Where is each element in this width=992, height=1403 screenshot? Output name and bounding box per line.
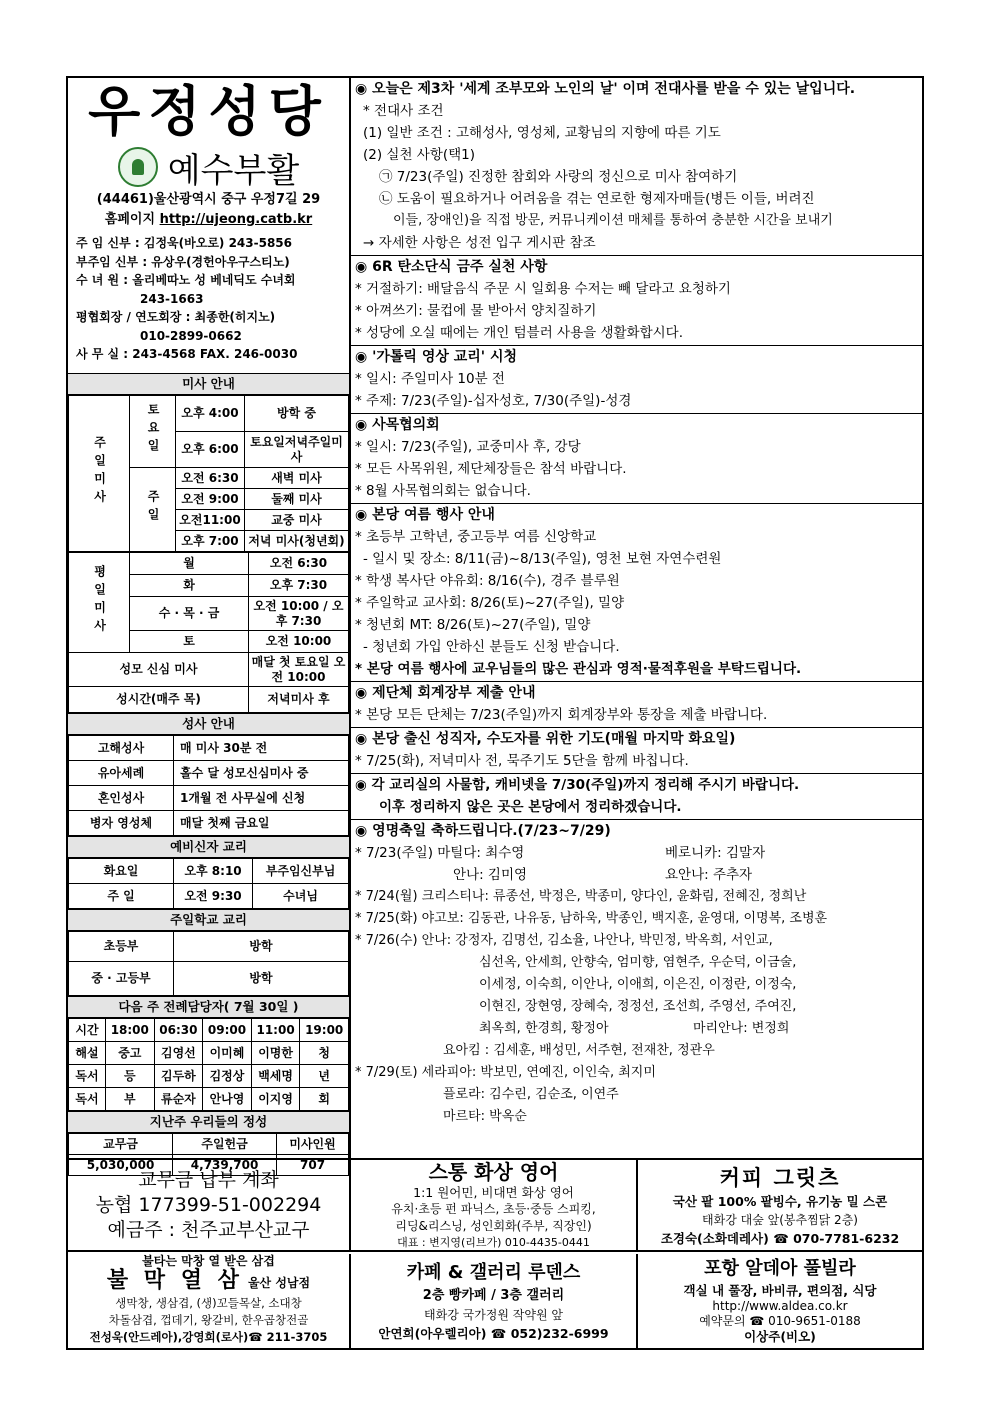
sacraments-title: 성사 안내 (68, 713, 349, 735)
notice-heading: ◉ 사목협의회 (355, 417, 440, 433)
notice-line: * 일시: 7/23(주일), 교중미사 후, 강당 (355, 439, 581, 455)
notice-line: * 전대사 조건 (363, 103, 444, 119)
motto: 예수부활 (167, 150, 300, 191)
homepage-link[interactable]: http://ujeong.catb.kr (159, 212, 313, 227)
ad-payment (68, 1160, 351, 1252)
ad-coffee (638, 1160, 922, 1252)
mass-time: 오전11:00 (176, 510, 245, 531)
weekday-day: 화 (130, 575, 249, 597)
ad-line: 불타는 막창 열 받은 삼겹 (142, 1254, 275, 1268)
servers-cell: 백세명 (251, 1065, 300, 1088)
notice-line: 이들, 장애인)을 직접 방문, 커뮤니케이션 매체를 통하여 충분한 시간을 보내기 (393, 213, 833, 228)
ad-title: 포항 알데아 풀빌라 (704, 1258, 856, 1279)
class-day: 주 일 (69, 884, 174, 909)
feast-line: * 7/26(수) 안나: 강정자, 김명선, 김소율, 나안나, 박민정, 박옥희, 서인교, (355, 933, 773, 948)
sacrament-name: 혼인성사 (69, 786, 174, 811)
feast-line: 이세정, 이숙희, 이안나, 이애희, 이은진, 이정란, 이정숙, (479, 977, 797, 992)
weekday-mass-label: 평일미사 (92, 564, 107, 637)
ad-line: 태화강 대숲 앞(봉추찜닭 2층) (702, 1213, 858, 1227)
weekday-day: 토 (130, 631, 249, 653)
notice-line: → 자세한 사항은 성전 입구 게시판 참조 (363, 235, 596, 251)
weekday-table (68, 552, 349, 713)
servers-cell: 김정상 (203, 1065, 252, 1088)
staff-line: 부주임 신부 : 유상우(경헌아우구스티노) (76, 254, 290, 269)
notice-carbon (351, 256, 922, 346)
school-grade: 초등부 (69, 932, 174, 962)
mass-name: 교중 미사 (245, 510, 349, 531)
notice-line: (2) 실천 사항(택1) (363, 147, 476, 163)
staff-line: 010-2899-0662 (140, 328, 242, 343)
notice-line: * 초등부 고학년, 중고등부 여름 신앙학교 (355, 529, 597, 545)
ad-line: 안연희(아우렐리아) ☎ 052)232-6999 (378, 1326, 609, 1341)
servers-cell: 독서 (69, 1088, 106, 1111)
ad-line: 유치·초등 펀 파닉스, 초등·중등 스피킹, (391, 1202, 596, 1216)
notice-line: * 아껴쓰기: 물컵에 물 받아서 양치질하기 (355, 303, 597, 319)
servers-cell: 독서 (69, 1065, 106, 1088)
notice-heading: ◉ '가톨릭 영상 교리' 시청 (355, 349, 517, 365)
sacrament-name: 유아세례 (69, 761, 174, 786)
sacrament-name: 고해성사 (69, 736, 174, 761)
weekday-day: 월 (130, 553, 249, 575)
mass-title: 미사 안내 (68, 374, 349, 395)
ad-title: 스통 화상 영어 (428, 1160, 559, 1184)
ad-line: 예약문의 ☎ 010-9651-0188 (699, 1314, 861, 1328)
notice-line: * 거절하기: 배달음식 주문 시 일회용 수저는 빼 달라고 요청하기 (355, 281, 731, 297)
staff-line: 평협회장 / 연도회장 : 최종한(히지노) (76, 310, 276, 324)
notice-line: ㉡ 도움이 필요하거나 어려움을 겪는 연로한 형제자매들(병든 이들, 버려진 (379, 191, 815, 207)
notice-line: - 청년회 가입 안하신 분들도 신청 받습니다. (363, 639, 620, 655)
adoration-time: 저녁미사 후 (249, 687, 349, 713)
mass-time: 오전 6:30 (176, 468, 245, 489)
notice-line: ㉠ 7/23(주일) 진정한 참회와 사랑의 정신으로 미사 참여하기 (379, 169, 738, 185)
notice-line: * 일시: 주일미사 10분 전 (355, 371, 505, 387)
notice-line: * 주제: 7/23(주일)-십자성호, 7/30(주일)-성경 (355, 393, 632, 409)
weekday-time: 오전 6:30 (249, 553, 349, 575)
weekday-time: 오전 10:00 (249, 631, 349, 653)
feast-line: 베로니카: 김말자 (665, 845, 766, 861)
ad-cafe (351, 1254, 638, 1350)
offering-title: 지난주 우리들의 정성 (68, 1111, 349, 1133)
weekday-time: 오후 7:30 (249, 575, 349, 597)
notice-cleanup (351, 774, 922, 820)
servers-head-cell: 09:00 (203, 1019, 252, 1042)
staff-line: 주 임 신부 : 김정욱(바오로) 243-5856 (76, 236, 293, 250)
class-teacher: 수녀님 (253, 884, 349, 909)
servers-cell: 이미혜 (203, 1042, 252, 1065)
class-time: 오후 8:10 (174, 859, 253, 884)
feast-line: 마르타: 박옥순 (443, 1109, 527, 1124)
notice-line: * 7/25(화), 저녁미사 전, 묵주기도 5단을 함께 바칩니다. (355, 753, 689, 769)
servers-table (68, 1018, 349, 1111)
ad-line: 2층 빵카페 / 3층 갤러리 (422, 1288, 565, 1303)
servers-cell: 이지영 (251, 1088, 300, 1111)
feast-line: 요아킴 : 김세훈, 배성민, 서주현, 전재찬, 정관우 (443, 1043, 715, 1058)
school-grade: 중 · 고등부 (69, 962, 174, 996)
class-teacher: 부주임신부님 (253, 859, 349, 884)
offering-head: 미사인원 (277, 1134, 349, 1155)
feast-line: 이현진, 장현영, 장혜숙, 정정선, 조선희, 주영선, 주여진, (479, 999, 797, 1014)
mary-mass-time: 매달 첫 토요일 오전 10:00 (249, 653, 349, 687)
servers-cell: 안나영 (203, 1088, 252, 1111)
offering-value: 5,030,000 (69, 1155, 173, 1176)
notice-council (351, 414, 922, 504)
ad-line: 차돌삼겹, 껍데기, 왕갈비, 한우곱창전골 (108, 1313, 309, 1327)
servers-cell: 등 (106, 1065, 155, 1088)
mass-table (68, 395, 349, 552)
notice-prayer (351, 728, 922, 774)
notice-accounts (351, 682, 922, 728)
sacraments-table (68, 735, 349, 836)
weekday-day: 수 · 목 · 금 (130, 597, 249, 631)
catechumen-table (68, 858, 349, 909)
mass-name: 저녁 미사(청년회) (245, 531, 349, 552)
servers-cell: 류순자 (154, 1088, 203, 1111)
ad-bbq (68, 1254, 351, 1350)
notice-heading: 이후 정리하지 않은 곳은 본당에서 정리하겠습니다. (379, 799, 682, 815)
feast-line: * 7/24(월) 크리스티나: 류종선, 박정은, 박종미, 양다인, 윤화림, 전혜진, 정희난 (355, 889, 807, 904)
mass-name: 방학 중 (245, 396, 349, 432)
staff-line: 사 무 실 : 243-4568 FAX. 246-0030 (76, 347, 298, 361)
servers-cell: 부 (106, 1088, 155, 1111)
offering-value: 4,739,700 (173, 1155, 277, 1176)
ad-line: 농협 177399-51-002294 (95, 1194, 322, 1216)
notice-heading: ◉ 본당 여름 행사 안내 (355, 507, 495, 523)
servers-title: 다음 주 전례담당자( 7월 30일 ) (68, 996, 349, 1018)
ad-line: 태화강 국가정원 작약원 앞 (424, 1308, 563, 1322)
parish-title: 우정성당 (88, 80, 329, 143)
notice-feast (351, 820, 922, 1128)
notice-line: (1) 일반 조건 : 고해성사, 영성체, 교황님의 지향에 따른 기도 (363, 125, 721, 141)
offering-head: 주일헌금 (173, 1134, 277, 1155)
sacrament-info: 매 미사 30분 전 (174, 736, 349, 761)
sunday-mass-label: 주일미사 (92, 435, 107, 508)
adoration-label: 성시간(매주 목) (69, 687, 249, 713)
mass-name: 토요일저녁주일미사 (245, 432, 349, 468)
servers-cell: 중고 (106, 1042, 155, 1065)
servers-head-cell: 시간 (69, 1019, 106, 1042)
mass-time: 오후 7:00 (176, 531, 245, 552)
ads-area (68, 1158, 922, 1350)
mass-time: 오전 9:00 (176, 489, 245, 510)
ad-line: 조경숙(소화데레사) ☎ 070-7781-6232 (660, 1231, 900, 1246)
class-time: 오전 9:30 (174, 884, 253, 909)
servers-head-cell: 11:00 (251, 1019, 300, 1042)
ad-line: 국산 팥 100% 팥빙수, 유기농 밀 스콘 (672, 1194, 888, 1209)
mass-name: 새벽 미사 (245, 468, 349, 489)
school-status: 방학 (174, 932, 349, 962)
class-day: 화요일 (69, 859, 174, 884)
ad-line: 1:1 원어민, 비대면 화상 영어 (413, 1185, 574, 1200)
servers-cell: 김두하 (154, 1065, 203, 1088)
staff-info (68, 230, 349, 364)
ad-line: 전성욱(안드레아),강영희(로사)☎ 211-3705 (89, 1330, 328, 1344)
servers-cell: 년 (300, 1065, 349, 1088)
notice-indulgence (351, 78, 922, 256)
notice-line: - 일시 및 장소: 8/11(금)~8/13(주일), 영천 보현 자연수련원 (363, 551, 722, 567)
servers-cell: 김영선 (154, 1042, 203, 1065)
feast-line: * 7/23(주일) 마틸다: 최수영 (355, 845, 525, 861)
mary-mass-label: 성모 신심 미사 (69, 653, 249, 687)
ad-title: 커피 그릿츠 (719, 1166, 841, 1190)
header-block (68, 78, 349, 374)
ad-line: 생막창, 생삼겹, (생)꼬들목살, 소대창 (115, 1296, 302, 1310)
notice-summer (351, 504, 922, 682)
feast-line: 안나: 김미영 (453, 867, 528, 883)
notice-line: * 본당 모든 단체는 7/23(주일)까지 회계장부와 통장을 제출 바랍니다. (355, 707, 768, 723)
sacrament-info: 홀수 달 성모신심미사 중 (174, 761, 349, 786)
notice-heading: ◉ 오늘은 제3차 '세계 조부모와 노인의 날' 이며 전대사를 받을 수 있는 날입니다. (355, 81, 856, 97)
homepage-label: 홈페이지 (104, 212, 156, 227)
ad-english (351, 1160, 638, 1252)
notice-heading: ◉ 본당 출신 성직자, 수도자를 위한 기도(매월 마지막 화요일) (355, 731, 736, 747)
notice-heading: ◉ 6R 탄소단식 금주 실천 사항 (355, 259, 548, 275)
notice-line: * 성당에 오실 때에는 개인 텀블러 사용을 생활화합시다. (355, 325, 683, 341)
feast-line: * 7/25(화) 야고보: 김동관, 나유동, 남하욱, 박종인, 백지훈, 윤영대, 이명복, 조병훈 (355, 911, 828, 926)
notice-line: * 8월 사목협의회는 없습니다. (355, 483, 531, 499)
mass-name: 둘째 미사 (245, 489, 349, 510)
staff-line: 수 녀 원 : 올리베따노 성 베네딕도 수녀회 (76, 273, 296, 287)
sunday-label: 주일 (146, 489, 160, 526)
ad-line: 리딩&리스닝, 성인회화(주부, 직장인) (395, 1219, 592, 1233)
bulletin-frame (66, 76, 924, 1350)
notice-heading: ◉ 각 교리실의 사물함, 캐비넷을 7/30(주일)까지 정리해 주시기 바랍니다. (355, 777, 800, 793)
notices-column (351, 78, 922, 1158)
weekday-time: 오전 10:00 / 오후 7:30 (249, 597, 349, 631)
feast-line: 플로라: 김수린, 김순조, 이연주 (443, 1087, 619, 1102)
servers-cell: 이명한 (251, 1042, 300, 1065)
notice-line: * 청년회 MT: 8/26(토)~27(주일), 밀양 (355, 617, 591, 633)
offering-head: 교무금 (69, 1134, 173, 1155)
mass-time: 오후 6:00 (176, 432, 245, 468)
saturday-label: 토요일 (146, 402, 160, 457)
ad-line: 울산 성남점 (247, 1276, 311, 1290)
address: (44461)울산광역시 중구 우정7길 29 (96, 192, 321, 207)
ad-line: 객실 내 풀장, 바비큐, 편의점, 식당 (683, 1283, 877, 1298)
notice-heading: ◉ 영명축일 축하드립니다.(7/23~7/29) (355, 823, 611, 839)
servers-cell: 해설 (69, 1042, 106, 1065)
sacrament-info: 매달 첫째 금요일 (174, 811, 349, 836)
notice-heading: ◉ 제단체 회계장부 제출 안내 (355, 685, 536, 701)
ad-line: 대표 : 변지영(리브가) 010-4435-0441 (397, 1236, 590, 1249)
feast-line: 심선옥, 안세희, 안향숙, 엄미향, 염현주, 우순덕, 이금술, (479, 955, 797, 970)
ad-pool (638, 1254, 922, 1350)
catechumen-title: 예비신자 교리 (68, 836, 349, 858)
parish-logo-icon (118, 147, 158, 187)
feast-line: 최옥희, 한경희, 황정아 (479, 1021, 609, 1036)
ad-title: 불 막 열 삼 (106, 1268, 243, 1293)
sacrament-name: 병자 영성체 (69, 811, 174, 836)
sacrament-info: 1개월 전 사무실에 신청 (174, 786, 349, 811)
ad-title: 카페 & 갤러리 루덴스 (406, 1262, 581, 1283)
servers-head-cell: 19:00 (300, 1019, 349, 1042)
servers-cell: 청 (300, 1042, 349, 1065)
sunday-school-title: 주일학교 교리 (68, 909, 349, 931)
feast-line: 요안나: 주추자 (665, 867, 753, 883)
notice-video (351, 346, 922, 414)
ad-line: 교무금 납부 계좌 (138, 1169, 279, 1191)
ad-line: 예금주 : 천주교부산교구 (107, 1219, 310, 1241)
ad-line: 이상주(비오) (744, 1329, 816, 1344)
notice-line: * 학생 복사단 야유회: 8/16(수), 경주 블루원 (355, 573, 620, 589)
feast-line: * 7/29(토) 세라피아: 박보민, 연예진, 이인숙, 최지미 (355, 1065, 656, 1080)
notice-emphasis: * 본당 여름 행사에 교우님들의 많은 관심과 영적·물적후원을 부탁드립니다. (355, 661, 802, 677)
staff-line: 243-1663 (140, 291, 204, 306)
offering-value: 707 (277, 1155, 349, 1176)
sunday-school-table (68, 931, 349, 996)
servers-cell: 회 (300, 1088, 349, 1111)
left-column (68, 78, 351, 1172)
mass-time: 오후 4:00 (176, 396, 245, 432)
feast-line: 마리안나: 변정희 (693, 1021, 790, 1036)
notice-line: * 주일학교 교사회: 8/26(토)~27(주일), 밀양 (355, 595, 625, 611)
servers-head-cell: 18:00 (106, 1019, 155, 1042)
notice-line: * 모든 사목위원, 제단체장들은 참석 바랍니다. (355, 461, 627, 477)
ad-line: http://www.aldea.co.kr (712, 1299, 848, 1313)
school-status: 방학 (174, 962, 349, 996)
servers-head-cell: 06:30 (154, 1019, 203, 1042)
